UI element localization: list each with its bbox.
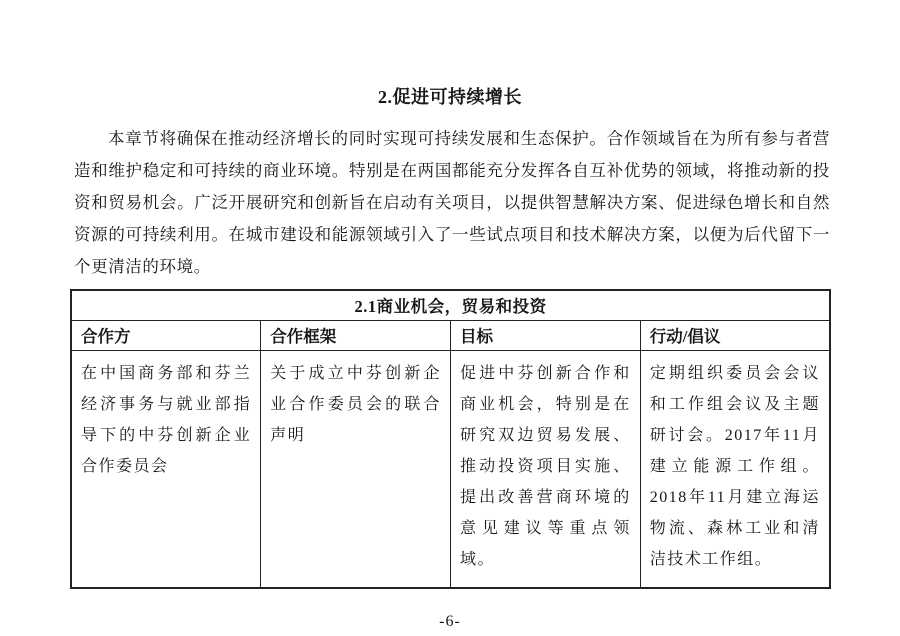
col-header-framework: 合作框架 <box>261 320 451 350</box>
cooperation-table <box>70 289 831 589</box>
cell-actions: 定期组织委员会会议和工作组会议及主题研讨会。2017年11月建立能源工作组。2018年11月建立海运物流、森林工业和清洁技术工作组。 <box>640 350 830 588</box>
table-header-row <box>71 320 830 350</box>
col-header-actions: 行动/倡议 <box>640 320 830 350</box>
col-header-partner: 合作方 <box>71 320 261 350</box>
table-title: 2.1商业机会，贸易和投资 <box>71 290 830 320</box>
cell-framework: 关于成立中芬创新企业合作委员会的联合声明 <box>261 350 451 588</box>
page-number: -6- <box>439 612 461 630</box>
section-title: 2.促进可持续增长 <box>378 87 522 107</box>
table-title-row <box>71 290 830 320</box>
body-paragraph: 本章节将确保在推动经济增长的同时实现可持续发展和生态保护。合作领域旨在为所有参与者营造和维护稳定和可持续的商业环境。特别是在两国都能充分发挥各自互补优势的领域，将推动新的投资和贸易机会。广泛开展研究和创新旨在启动有关项目，以提供智慧解决方案、促进绿色增长和自然资源的可持续利用。在城市建设和能源领域引入了一些试点项目和技术解决方案，以便为后代留下一个更清洁的环境。 <box>74 129 830 276</box>
cell-partner: 在中国商务部和芬兰经济事务与就业部指导下的中芬创新企业合作委员会 <box>71 350 261 588</box>
table-row <box>71 350 830 588</box>
cell-objective: 促进中芬创新合作和商业机会，特别是在研究双边贸易发展、推动投资项目实施、提出改善营商环境的意见建议等重点领域。 <box>451 350 641 588</box>
col-header-objective: 目标 <box>451 320 641 350</box>
